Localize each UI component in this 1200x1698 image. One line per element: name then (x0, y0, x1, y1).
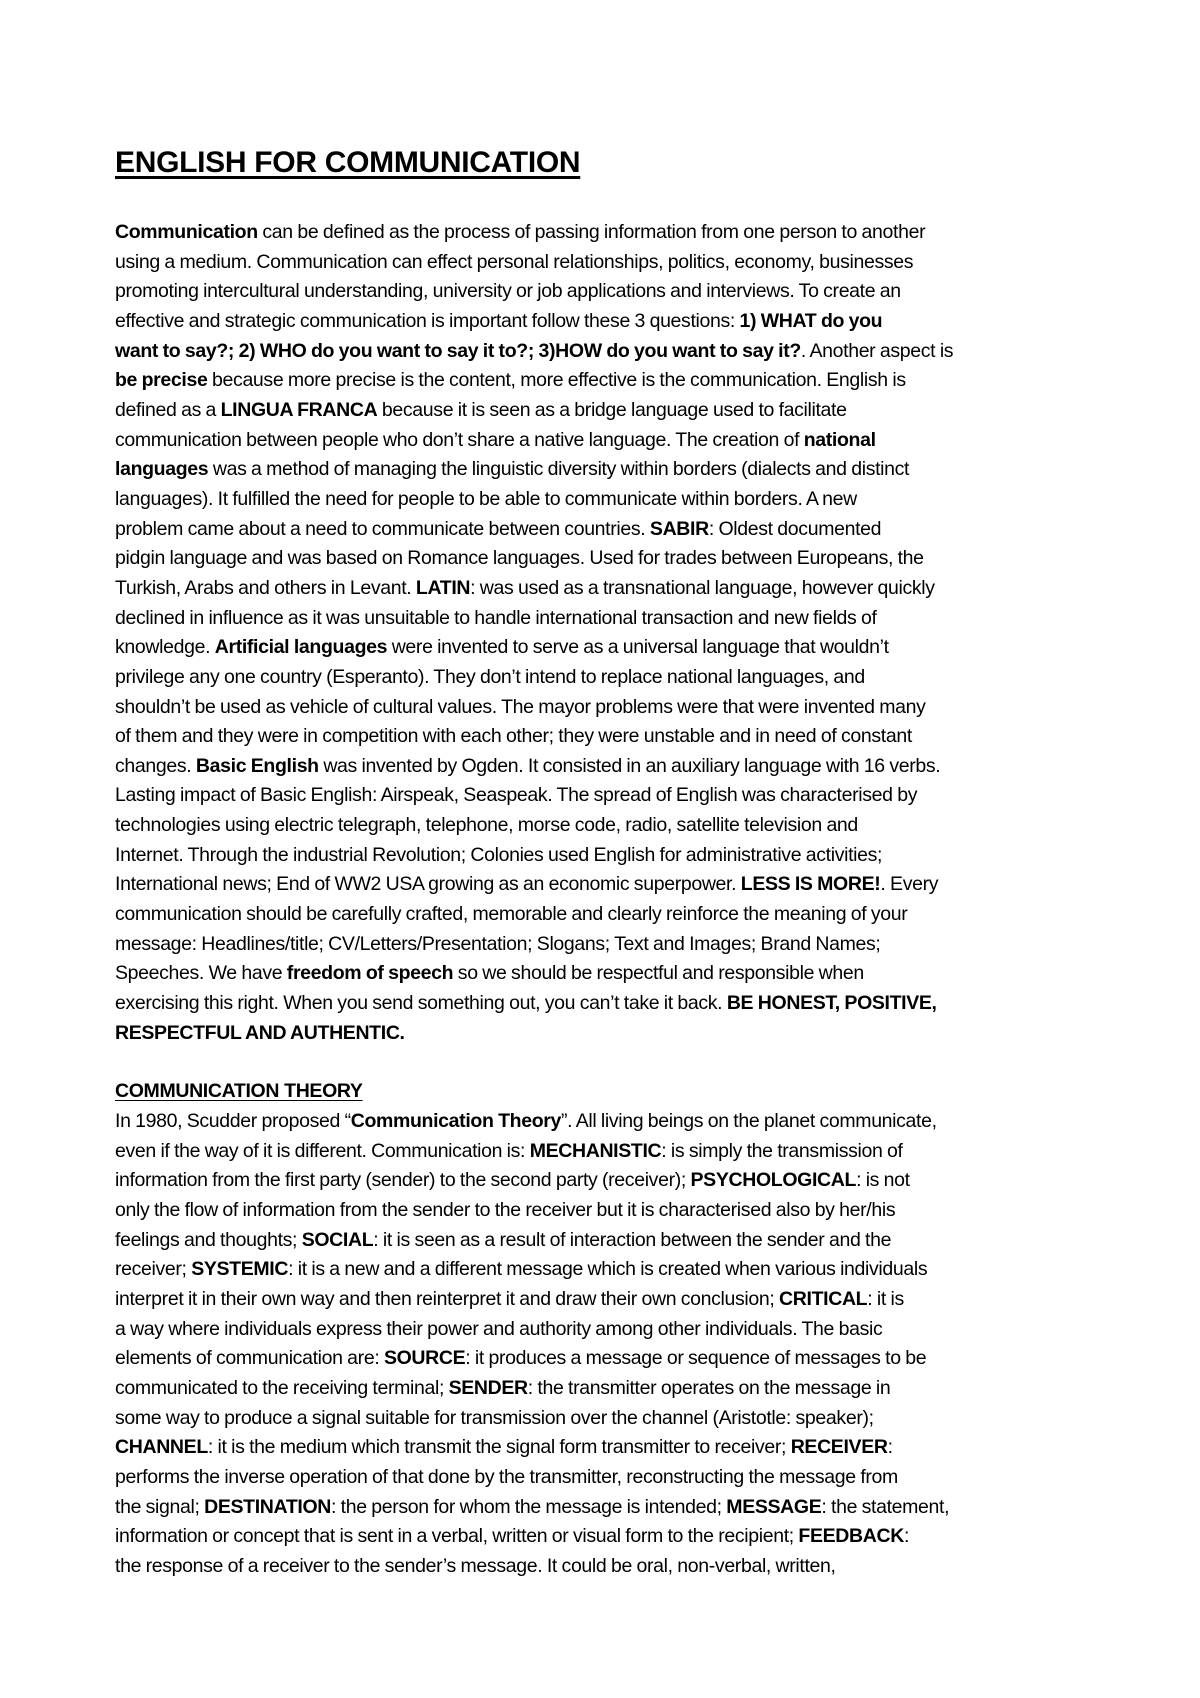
text-line (115, 1107, 1115, 1137)
text-line (115, 693, 1115, 723)
text-run: a way where individuals express their power and authority among other individuals. The basic (115, 1317, 883, 1340)
text-run: : (903, 1525, 910, 1548)
text-line (115, 663, 1115, 693)
text-run: was invented by Ogden. It consisted in an auxiliary language with 16 verbs. (318, 754, 941, 777)
text-run: communication between people who don’t share a native language. The creation of (115, 428, 804, 451)
text-run: Internet. Through the industrial Revolution; Colonies used English for administrative activities; (115, 843, 883, 866)
text-run: privilege any one country (Esperanto). They don’t intend to replace national languages, and (115, 665, 865, 688)
text-run: effective and strategic communication is important follow these 3 questions: (115, 309, 740, 332)
text-run: : was used as a transnational language, however quickly (470, 576, 935, 599)
text-run: : the statement, (821, 1495, 950, 1518)
text-line (115, 1226, 1115, 1256)
text-line (115, 1374, 1115, 1404)
text-run: Lasting impact of Basic English: Airspeak, Seaspeak. The spread of English was characterised by (115, 784, 918, 807)
text-run: can be defined as the process of passing information from one person to another (257, 221, 926, 243)
text-run: were invented to serve as a universal language that wouldn’t (387, 636, 889, 659)
text-run: technologies using electric telegraph, telephone, morse code, radio, satellite television and (115, 814, 858, 837)
bold-text-run: languages (115, 458, 209, 481)
text-run: information or concept that is sent in a verbal, written or visual form to the recipient; (115, 1525, 799, 1548)
text-run: : it is the medium which transmit the signal form transmitter to receiver; (207, 1436, 791, 1459)
text-run: languages). It fulfilled the need for people to be able to communicate within borders. A new (115, 487, 857, 510)
text-line (115, 1315, 1115, 1345)
text-run: : it is (867, 1287, 904, 1310)
text-run: declined in influence as it was unsuitable to handle international transaction and new fields of (115, 606, 877, 629)
text-run: pidgin language and was based on Romance languages. Used for trades between Europeans, the (115, 547, 924, 570)
text-run: Speeches. We have (115, 962, 287, 985)
bold-text-run: Artificial languages (214, 636, 388, 659)
text-run: some way to produce a signal suitable for transmission over the channel (Aristotle: speaker); (115, 1406, 874, 1429)
bold-text-run: BE HONEST, POSITIVE, (726, 992, 937, 1015)
text-line (115, 989, 1115, 1019)
text-line (115, 277, 1115, 307)
text-run: : the person for whom the message is intended; (331, 1495, 727, 1518)
text-line (115, 1344, 1115, 1374)
bold-text-run: SABIR (649, 517, 709, 540)
bold-text-run: be precise (115, 369, 208, 392)
text-line (115, 752, 1115, 782)
text-run: . Every (880, 873, 939, 896)
text-line (115, 1433, 1115, 1463)
text-run: the signal; (115, 1495, 205, 1518)
bold-text-run: SYSTEMIC (191, 1258, 289, 1281)
text-run: the response of a receiver to the sender’s message. It could be oral, non-verbal, written, (115, 1554, 836, 1577)
bold-text-run: national (803, 428, 876, 451)
text-run: performs the inverse operation of that done by the transmitter, reconstructing the message from (115, 1465, 898, 1488)
bold-text-run: MECHANISTIC (529, 1139, 662, 1162)
text-line (115, 218, 1115, 248)
text-run: even if the way of it is different. Communication is: (115, 1139, 530, 1162)
text-line (115, 1552, 1115, 1582)
bold-text-run: FEEDBACK (798, 1525, 904, 1548)
text-line (115, 455, 1115, 485)
communication-theory-paragraph (115, 1107, 1115, 1582)
text-run: : it is seen as a result of interaction between the sender and the (373, 1228, 892, 1251)
text-run: ”. All living beings on the planet communicate, (561, 1110, 937, 1132)
text-run: so we should be respectful and responsible when (453, 962, 864, 985)
bold-text-run: LINGUA FRANCA (220, 398, 378, 421)
text-run: . Another aspect is (800, 339, 954, 362)
text-run: message: Headlines/title; CV/Letters/Presentation; Slogans; Text and Images; Brand Names; (115, 932, 881, 955)
text-line (115, 781, 1115, 811)
text-run: Turkish, Arabs and others in Levant. (115, 576, 416, 599)
bold-text-run: CHANNEL (115, 1436, 208, 1459)
bold-text-run: RECEIVER (790, 1436, 888, 1459)
text-run: was a method of managing the linguistic diversity within borders (dialects and distinct (208, 458, 910, 481)
text-line (115, 841, 1115, 871)
text-run: promoting intercultural understanding, university or job applications and interviews. To create an (115, 280, 901, 303)
text-line (115, 426, 1115, 456)
text-run: because more precise is the content, more effective is the communication. English is (207, 369, 906, 392)
text-run: elements of communication are: (115, 1347, 384, 1370)
bold-text-run: SENDER (448, 1376, 528, 1399)
text-run: changes. (115, 754, 196, 777)
document-title: ENGLISH FOR COMMUNICATION (115, 146, 581, 179)
text-line (115, 604, 1115, 634)
text-line (115, 248, 1115, 278)
text-run: : (887, 1436, 893, 1459)
bold-text-run: MESSAGE (726, 1495, 822, 1518)
text-run: In 1980, Scudder proposed “ (115, 1110, 351, 1132)
bold-text-run: LESS IS MORE! (740, 873, 881, 896)
intro-paragraph (115, 218, 1115, 1048)
text-line (115, 930, 1115, 960)
bold-text-run: want to say?; 2) WHO do you want to say it to?; 3)HOW do you want to say it? (115, 339, 801, 362)
text-line (115, 515, 1115, 545)
text-run: exercising this right. When you send something out, you can’t take it back. (115, 992, 727, 1015)
text-line (115, 1522, 1115, 1552)
bold-text-run: DESTINATION (204, 1495, 331, 1518)
text-line (115, 1493, 1115, 1523)
bold-text-run: SOURCE (383, 1347, 466, 1370)
text-line (115, 574, 1115, 604)
text-run: using a medium. Communication can effect personal relationships, politics, economy, businesses (115, 250, 914, 273)
bold-text-run: SOCIAL (301, 1228, 374, 1251)
text-line (115, 307, 1115, 337)
text-line (115, 1137, 1115, 1167)
text-line (115, 1255, 1115, 1285)
text-line (115, 900, 1115, 930)
bold-text-run: Communication Theory (350, 1110, 561, 1132)
bold-text-run: LATIN (415, 576, 471, 599)
text-run: because it is seen as a bridge language used to facilitate (377, 398, 847, 421)
bold-text-run: Communication (115, 221, 258, 243)
text-line (115, 544, 1115, 574)
text-line (115, 1285, 1115, 1315)
text-run: feelings and thoughts; (115, 1228, 302, 1251)
text-run: shouldn’t be used as vehicle of cultural values. The mayor problems were that were invented many (115, 695, 926, 718)
text-line (115, 1196, 1115, 1226)
bold-text-run: CRITICAL (779, 1287, 868, 1310)
text-run: communicated to the receiving terminal; (115, 1376, 449, 1399)
text-line (115, 722, 1115, 752)
text-run: communication should be carefully crafted, memorable and clearly reinforce the meaning of your (115, 903, 908, 926)
text-line (115, 811, 1115, 841)
text-run: : it is a new and a different message which is created when various individuals (288, 1258, 928, 1281)
text-run: : Oldest documented (708, 517, 882, 540)
text-line (115, 485, 1115, 515)
text-line (115, 1166, 1115, 1196)
bold-text-run: 1) WHAT do you (739, 309, 883, 332)
text-line (115, 366, 1115, 396)
text-run: problem came about a need to communicate between countries. (115, 517, 650, 540)
bold-text-run: RESPECTFUL AND AUTHENTIC. (115, 1021, 405, 1044)
text-line (115, 1019, 1115, 1049)
text-run: International news; End of WW2 USA growing as an economic superpower. (115, 873, 741, 896)
text-line (115, 959, 1115, 989)
text-run: : is simply the transmission of (661, 1139, 903, 1162)
text-run: knowledge. (115, 636, 215, 659)
text-line (115, 870, 1115, 900)
text-run: : is not (856, 1169, 910, 1192)
text-line (115, 337, 1115, 367)
bold-text-run: Basic English (195, 754, 319, 777)
text-run: only the flow of information from the sender to the receiver but it is characterised also by her/his (115, 1198, 896, 1221)
text-run: defined as a (115, 398, 221, 421)
text-run: receiver; (115, 1258, 192, 1281)
text-run: : the transmitter operates on the message in (527, 1376, 891, 1399)
text-run: of them and they were in competition with each other; they were unstable and in need of constant (115, 725, 912, 748)
text-line (115, 1463, 1115, 1493)
bold-text-run: freedom of speech (286, 962, 454, 985)
text-line (115, 633, 1115, 663)
text-run: information from the first party (sender) to the second party (receiver); (115, 1169, 691, 1192)
section-heading-communication-theory: COMMUNICATION THEORY (115, 1080, 363, 1102)
text-run: interpret it in their own way and then reinterpret it and draw their own conclusion; (115, 1287, 780, 1310)
text-line (115, 1404, 1115, 1434)
text-run: : it produces a message or sequence of messages to be (465, 1347, 927, 1370)
text-line (115, 396, 1115, 426)
bold-text-run: PSYCHOLOGICAL (690, 1169, 857, 1192)
